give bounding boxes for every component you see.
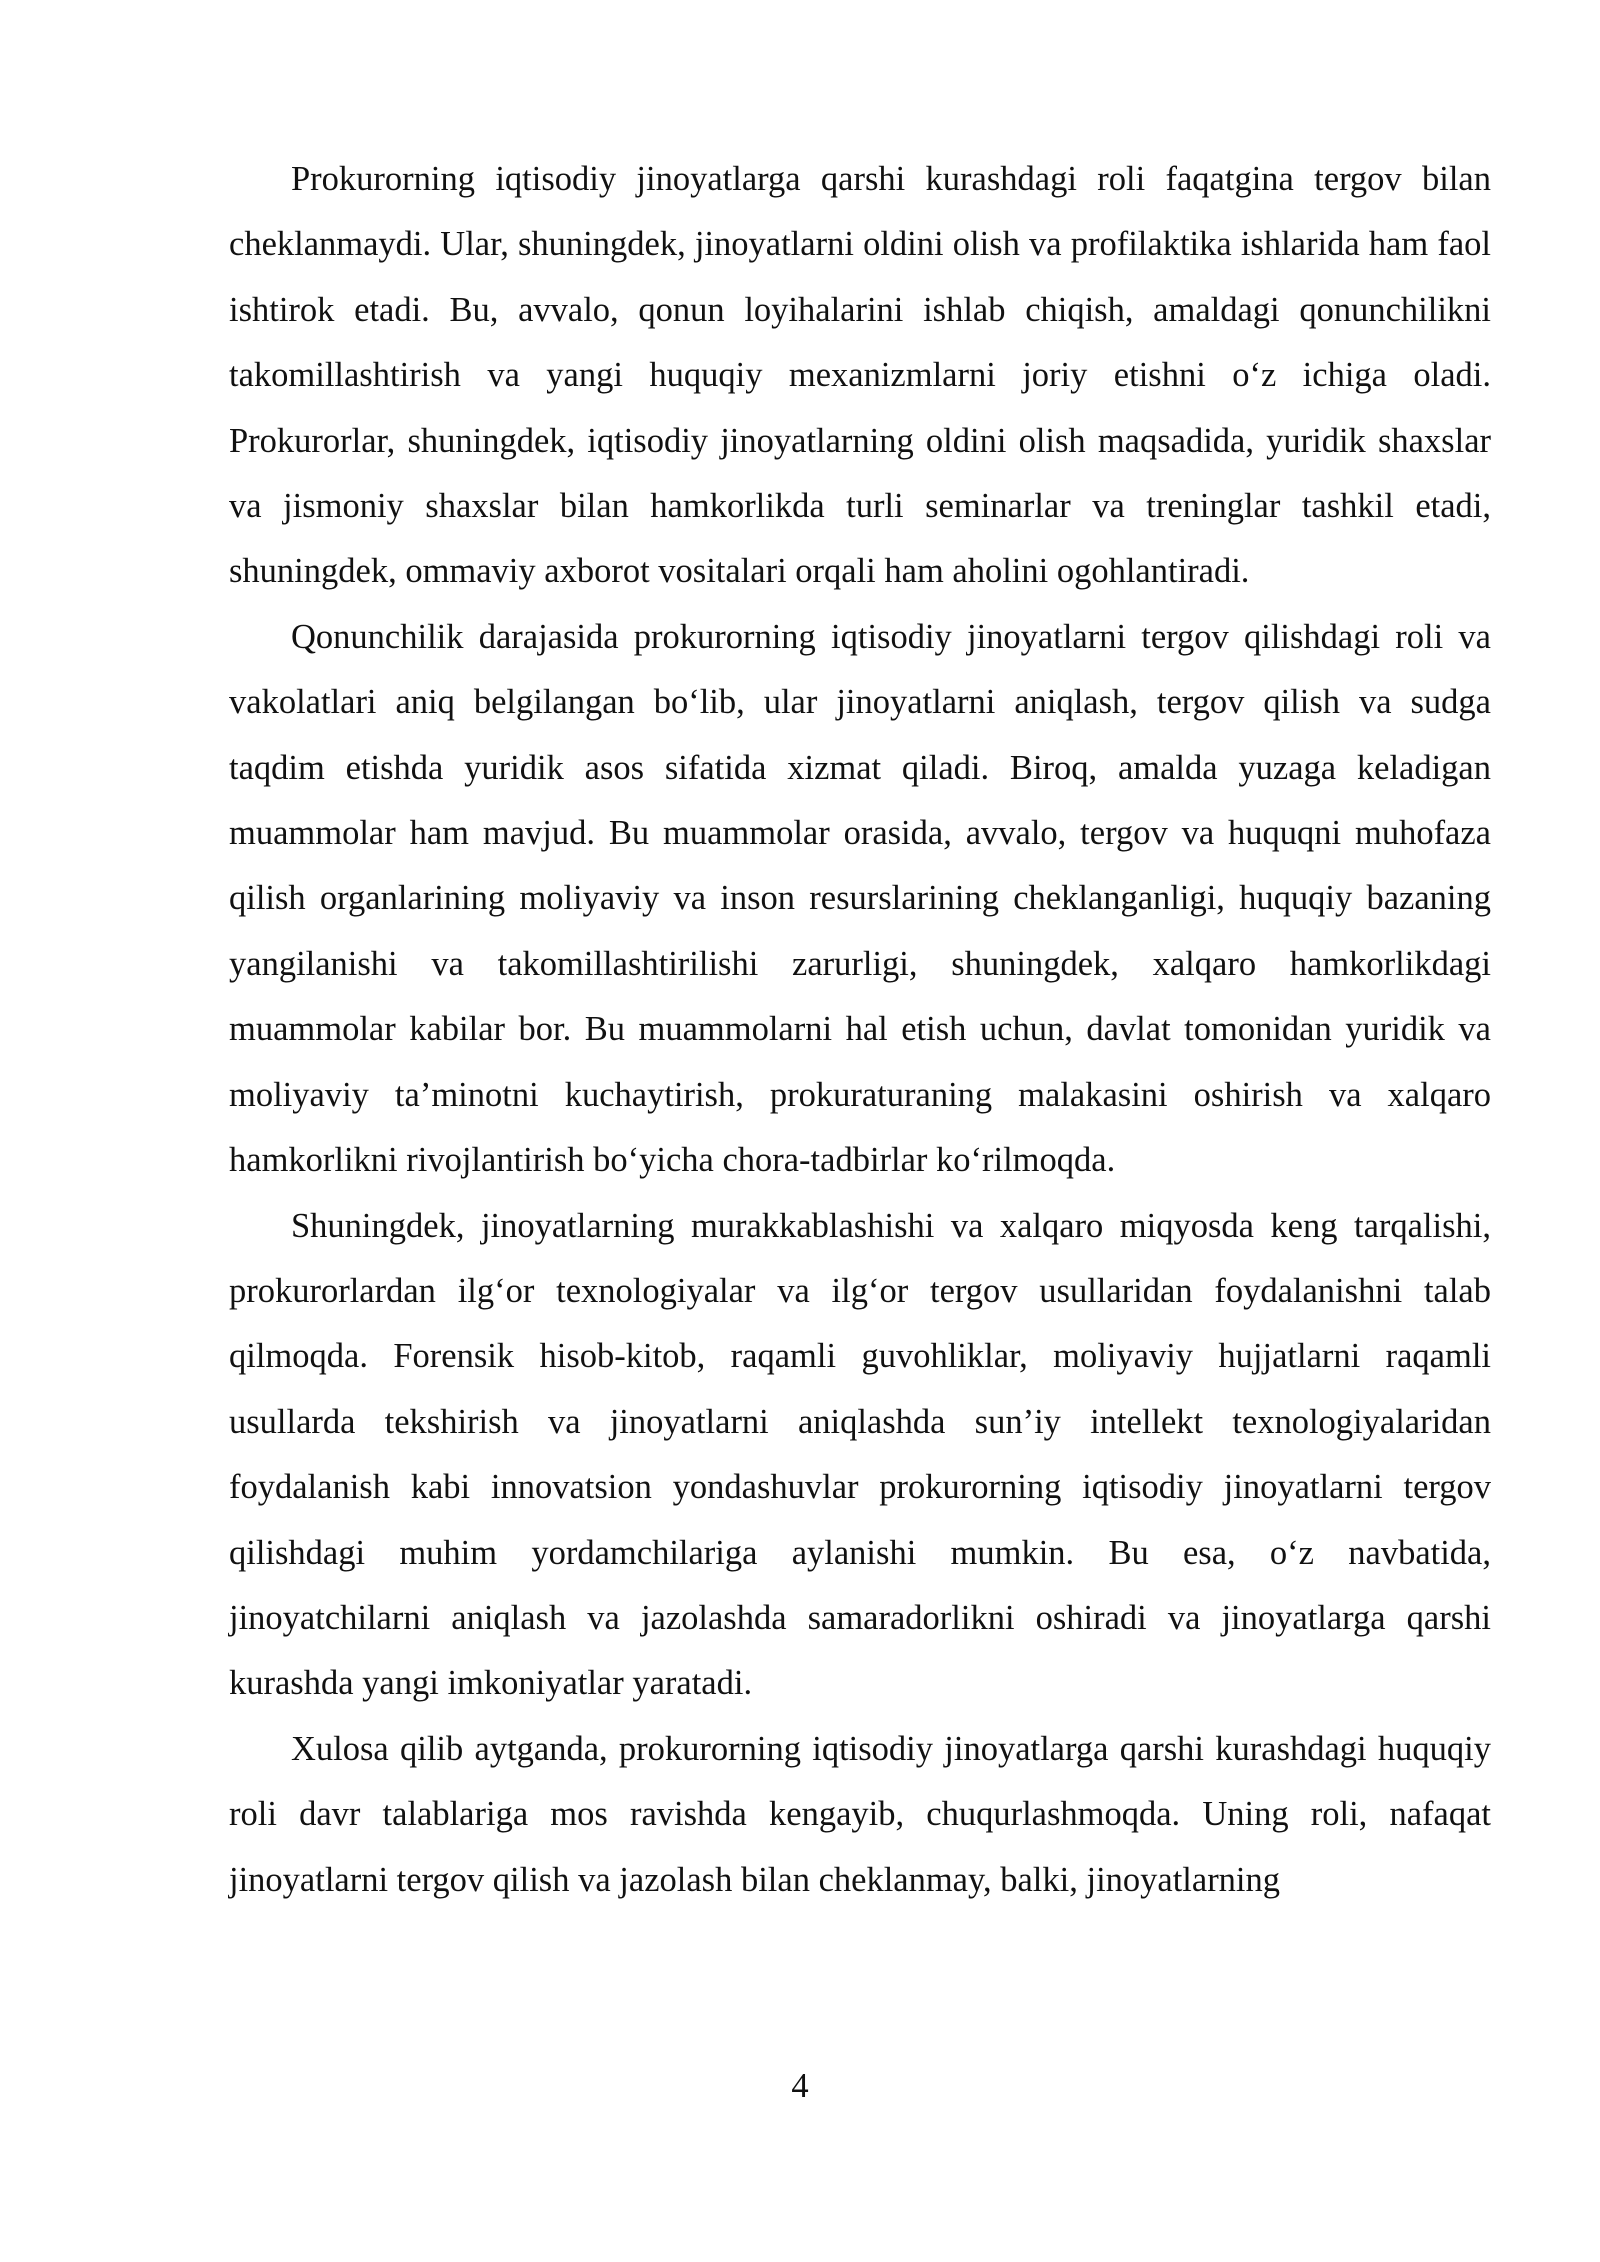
- body-text: [229, 147, 1491, 1913]
- paragraph-3: Shuningdek, jinoyatlarning murakkablashishi va xalqaro miqyosda keng tarqalishi, prokurorlardan ilg‘or texnologiyalar va ilg‘or tergov usullaridan foydalanishni talab qilmoqda. Forensik hisob-kitob, raqamli guvohliklar, moliyaviy hujjatlarni raqamli usullarda tekshirish va jinoyatlarni aniqlashda sun’iy intellekt texnologiyalaridan foydalanish kabi innovatsion yondashuvlar prokurorning iqtisodiy jinoyatlarni tergov qilishdagi muhim yordamchilariga aylanishi mumkin. Bu esa, o‘z navbatida, jinoyatchilarni aniqlash va jazolashda samaradorlikni oshiradi va jinoyatlarga qarshi kurashda yangi imkoniyatlar yaratadi.: [229, 1206, 1491, 1703]
- paragraph-1: Prokurorning iqtisodiy jinoyatlarga qarshi kurashdagi roli faqatgina tergov bilan cheklanmaydi. Ular, shuningdek, jinoyatlarni oldini olish va profilaktika ishlarida ham faol ishtirok etadi. Bu, avvalo, qonun loyihalarini ishlab chiqish, amaldagi qonunchilikni takomillashtirish va yangi huquqiy mexanizmlarni joriy etishni o‘z ichiga oladi. Prokurorlar, shuningdek, iqtisodiy jinoyatlarning oldini olish maqsadida, yuridik shaxslar va jismoniy shaxslar bilan hamkorlikda turli seminarlar va treninglar tashkil etadi, shuningdek, ommaviy axborot vositalari orqali ham aholini ogohlantiradi.: [229, 160, 1491, 591]
- paragraph-2: Qonunchilik darajasida prokurorning iqtisodiy jinoyatlarni tergov qilishdagi roli va vakolatlari aniq belgilangan bo‘lib, ular jinoyatlarni aniqlash, tergov qilish va sudga taqdim etishda yuridik asos sifatida xizmat qiladi. Biroq, amalda yuzaga keladigan muammolar ham mavjud. Bu muammolar orasida, avvalo, tergov va huquqni muhofaza qilish organlarining moliyaviy va inson resurslarining cheklanganligi, huquqiy bazaning yangilanishi va takomillashtirilishi zarurligi, shuningdek, xalqaro hamkorlikdagi muammolar kabilar bor. Bu muammolarni hal etish uchun, davlat tomonidan yuridik va moliyaviy ta’minotni kuchaytirish, prokuraturaning malakasini oshirish va xalqaro hamkorlikni rivojlantirish bo‘yicha chora-tadbirlar ko‘rilmoqda.: [229, 617, 1491, 1180]
- page-number: 4: [791, 2067, 809, 2105]
- paragraph-4: Xulosa qilib aytganda, prokurorning iqtisodiy jinoyatlarga qarshi kurashdagi huquqiy roli davr talablariga mos ravishda kengayib, chuqurlashmoqda. Uning roli, nafaqat jinoyatlarni tergov qilish va jazolash bilan cheklanmay, balki, jinoyatlarning: [229, 1729, 1491, 1899]
